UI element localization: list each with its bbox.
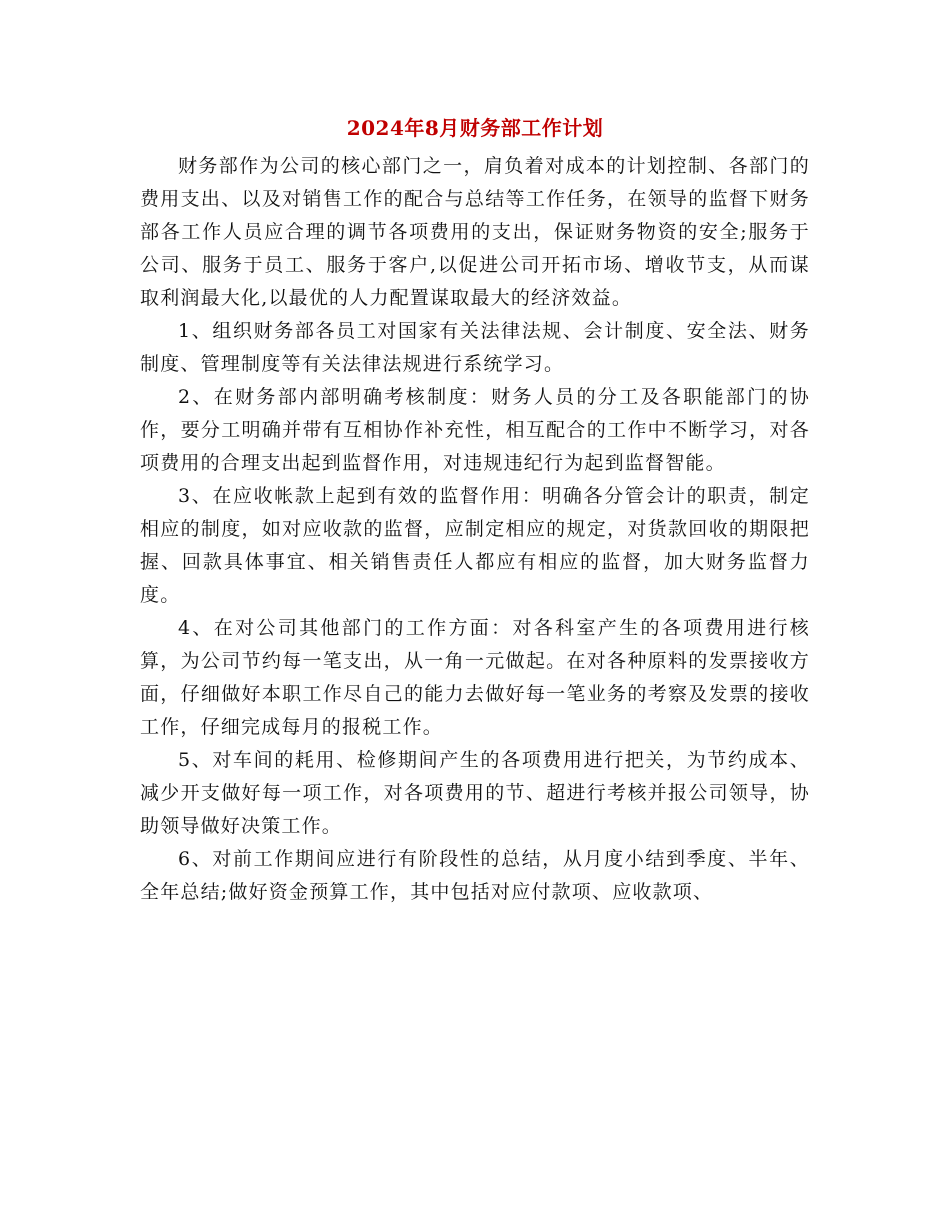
paragraph-intro: 财务部作为公司的核心部门之一，肩负着对成本的计划控制、各部门的费用支出、以及对销售工作的配合与总结等工作任务，在领导的监督下财务部各工作人员应合理的调节各项费用的支出，保证财务物资的安全;服务于公司、服务于员工、服务于客户,以促进公司开拓市场、增收节支，从而谋取利润最大化,以最优的人力配置谋取最大的经济效益。	[140, 155, 810, 309]
paragraph-item-3: 3、在应收帐款上起到有效的监督作用：明确各分管会计的职责，制定相应的制度，如对应收款的监督，应制定相应的规定，对货款回收的期限把握、回款具体事宜、相关销售责任人都应有相应的监督，加大财务监督力度。	[140, 485, 810, 606]
paragraph-item-6: 6、对前工作期间应进行有阶段性的总结，从月度小结到季度、半年、全年总结;做好资金预算工作，其中包括对应付款项、应收款项、	[140, 848, 810, 903]
paragraph-item-5: 5、对车间的耗用、检修期间产生的各项费用进行把关，为节约成本、减少开支做好每一项工作，对各项费用的节、超进行考核并报公司领导，协助领导做好决策工作。	[140, 749, 810, 837]
paragraph-item-4: 4、在对公司其他部门的工作方面：对各科室产生的各项费用进行核算，为公司节约每一笔支出，从一角一元做起。在对各种原料的发票接收方面，仔细做好本职工作尽自己的能力去做好每一笔业务的考察及发票的接收工作，仔细完成每月的报税工作。	[140, 617, 810, 738]
document-body	[140, 150, 810, 909]
paragraph-item-2: 2、在财务部内部明确考核制度：财务人员的分工及各职能部门的协作，要分工明确并带有互相协作补充性，相互配合的工作中不断学习，对各项费用的合理支出起到监督作用，对违规违纪行为起到监督智能。	[140, 386, 810, 474]
paragraph-item-1: 1、组织财务部各员工对国家有关法律法规、会计制度、安全法、财务制度、管理制度等有关法律法规进行系统学习。	[140, 320, 810, 375]
document-title: 2024年8月财务部工作计划	[346, 116, 604, 140]
